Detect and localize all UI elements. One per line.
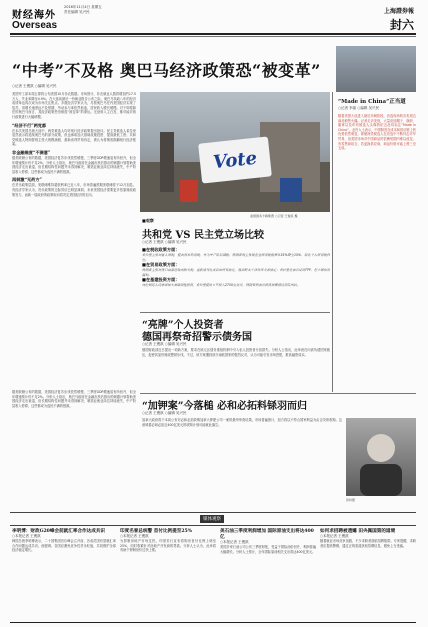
- lead-subhead-2: 非金融维度“不满意”: [12, 149, 51, 155]
- fourth-photo-image: [346, 418, 416, 496]
- bottom-col-3-title: 美石油三季度利润增加 国际原油支出将达400亿: [220, 529, 314, 540]
- third-byline: ○记者 王俊淇 ○编辑 吴兴民: [142, 342, 187, 346]
- lead-paragraph: 美国劳工部本周五即将公布美国10月非农数据。市场预计，非农就业人数将增加约17.5万人，失业率降至4.9%。在大选前最后一份就业报告公布之际，奥巴马执政八年的经济成绩单也再次成为市场关注焦点。多数经济学家认为，尽管奥巴马任内美国经济实现了复苏，但增长速度远不及预期，劳动参与率依然低迷，居民收入增长缓慢。对于即将卸任的奥巴马而言，其经济政策恐怕难逃“被变革”的命运。无论谁入主白宫，都可能对现行政策进行大幅调整。: [12, 92, 136, 119]
- bottom-col-2-title: 印度名誉总统警 首付比例提至25%: [120, 529, 193, 534]
- lead-paragraph-bottom: 据美联储公布的数据，美国经济复苏步伐依然缓慢，三季度GDP增速虽有所回升，但全年增速预计仍不足2%。分析人士指出，奥巴马政府在金融危机后推出的刺激计划帮助美国经济走出衰退，但长期结构性问题并未得到解决，制造业就业岗位持续流失，中产阶层收入停滞，这些都成为选民不满的根源。: [12, 390, 136, 408]
- second-byline: ○记者 王俊淇 ○编辑 吴兴民: [142, 240, 187, 244]
- lead-paragraph-3: 据美联储公布的数据，美国经济复苏步伐依然缓慢，三季度GDP增速虽有所回升，但全年增速预计仍不足2%。分析人士指出，奥巴马政府在金融危机后推出的刺激计划帮助美国经济走出衰退，但长期结构性问题并未得到解决，制造业就业岗位持续流失，中产阶层收入停滞，这些都成为选民不满的根源。: [12, 155, 136, 174]
- second-subhead-2: ■在贸易政策方面：: [142, 262, 180, 268]
- bottom-col-4-byline: ○本报记者 王俊淇: [320, 534, 349, 538]
- vote-sign-text: Vote: [212, 147, 259, 174]
- issue-meta: [64, 5, 102, 15]
- ad-band-label: 媒体观察: [200, 515, 224, 523]
- bottom-col-1-title: 李明博：财政G20峰会前就汇率合作达成共识: [12, 529, 106, 534]
- page-number: 封六: [389, 18, 414, 32]
- section-english: Overseas: [12, 20, 58, 31]
- lead-headline: “中考”不及格 奥巴马经济政策恐“被变革”: [12, 61, 321, 80]
- sidebar-headline: “Made in China”正当道: [338, 99, 406, 105]
- second-subhead-1: ■在税收政策方面：: [142, 247, 180, 252]
- third-headline-2: 德国再祭奇招警示债务国: [142, 332, 252, 343]
- footer-rule: [10, 622, 416, 623]
- second-tag: ■观察: [142, 218, 154, 223]
- sidebar-text: 随着美国大选进入最后冲刺阶段，竞选现场的各类周边商品销售火爆。记者走访发现，大量竞选帽子、旗帜、徽章以及印有候选人头像的纪念品均标注“Made in China”。业内人士表示，中国制造在成本和供应链上的优势依然明显，即便两党候选人在竞选中不断抨击对华贸易，但美国市场对中国商品的依赖短期内难以改变。有零售商坦言，若更换供应商，商品价格可能上涨三至五成。: [338, 114, 416, 151]
- lead-byline: ○记者 王俊淇 ○编辑 吴兴民: [12, 84, 57, 88]
- sidebar-photo: [336, 46, 416, 92]
- bottom-col-3: [220, 528, 316, 620]
- bottom-col-3-byline: ○本报记者 王俊淇: [220, 540, 249, 544]
- issue-editor: 责任编辑 吴兴民: [64, 10, 90, 14]
- fourth-photo-caption: 资料图: [346, 498, 356, 502]
- lead-photo-image: [140, 92, 330, 212]
- section-title: 财经海外: [12, 10, 56, 21]
- lead-paragraph-2: 在本次美国总统大选中，两党候选人均对现行经济政策提出批评。民主党候选人希拉里虽然表示将延续奥巴马的部分政策，但也承诺加大基础设施投资、提高最低工资；共和党候选人特朗普则主张大规模减税、重新谈判贸易协定，被认为将彻底推翻现行经济框架。: [12, 128, 136, 147]
- bottom-col-2-byline: ○本报记者 王俊淇: [120, 534, 149, 538]
- lead-column-1: [12, 92, 136, 382]
- header-rule: [10, 33, 416, 35]
- lead-photo: [140, 92, 330, 212]
- bottom-col-4-title: 如何求招聘被遗孀 田央佩国第的道境: [320, 529, 396, 534]
- bottom-col-2: [120, 528, 216, 620]
- second-text-1: 希拉里主张对富人增税，提高资本利得税，并为中产阶层减税；特朗普则主张将企业所得税税率从35%降至15%，简化个人所得税档位。: [142, 253, 330, 262]
- third-headline-1: “亮牌”个人投资者: [142, 320, 224, 331]
- fourth-photo: [346, 418, 416, 496]
- bottom-col-1: [12, 528, 116, 620]
- fourth-text: 加拿大政府将于本周公布对必和必拓收购加拿大钾肥公司一案的最终审查结果。市场普遍预计，加方将以不符合国家利益为由否决该收购。这意味着必和必拓近400亿美元的收购计划可能就此落空。: [142, 418, 342, 427]
- lead-subhead-1: “经济不行”两党都: [12, 122, 47, 128]
- sidebar-byline: ○记者 李嘉 ○编辑 吴兴民: [338, 106, 379, 110]
- bottom-col-4: [320, 528, 416, 620]
- bottom-col-1-byline: ○本报记者 王俊淇: [12, 534, 41, 538]
- lead-paragraph-4: 在货币政策层面，美联储维持超低利率已近八年，市场普遍预期美联储将于12月加息。有经济学家认为，货币政策的边际效应已明显减弱，未来美国经济需要更多依靠财政政策发力，而新一届政府的政策取向将决定美国经济的走向。: [12, 183, 136, 197]
- second-body: [142, 247, 330, 309]
- publication-name: 上海證券報: [383, 8, 414, 15]
- bottom-col-4-text: 随着就业市场竞争加剧，不少求职者面临招聘陷阱。专家提醒，求职者应提高警惕，通过正规渠道获取招聘信息，避免上当受骗。: [320, 539, 416, 548]
- second-text-2: 特朗普主张对进口商品征收高额关税，重新谈判北美自由贸易协定，退出跨太平洋伙伴关系协定；希拉里也表示反对TPP，但立场相对温和。: [142, 268, 330, 277]
- bottom-col-2-text: 为抑制房地产市场过热，印度央行宣布将购房首付比例上调至25%，同时收紧针对房地产开发商的贷款。分析人士认为，此举将有助于遏制房价过快上涨。: [120, 539, 216, 553]
- bottom-col-3-text: 美国多家石油公司公布三季度财报，受益于国际油价回升，利润普遍大幅增长。分析人士预计，全年国际原油相关支出将达400亿美元。: [220, 545, 316, 554]
- lead-photo-caption: 美国国务卡赖斯费 ○记者 王俊淇 摄: [250, 214, 298, 218]
- fourth-byline: ○记者 王俊淇 ○编辑 吴兴民: [142, 411, 187, 415]
- bottom-col-1-text: 韩国总统李明博表示，二十国集团首尔峰会召开前，各成员国有望就汇率合作问题达成共识。他强调，各国应避免竞争性货币贬值，共同维护全球经济稳定增长。: [12, 539, 116, 553]
- third-rule: [140, 312, 330, 313]
- sidebar-divider: [332, 92, 333, 392]
- second-headline: 共和党 VS 民主党立场比较: [142, 230, 264, 241]
- header-rule-thin: [10, 36, 416, 37]
- second-text-3: 两位候选人均承诺加大基础设施投资，希拉里提出五年投入2750亿美元，特朗普则表示投资规模将达到其两倍。: [142, 283, 300, 288]
- lead-column-bottom: [12, 390, 136, 510]
- third-text: 德国财政部近日提出一项新方案，要求在欧元区债务重组机制中引入私人投资者分担损失。分析人士指出，此举意在向高负债国家施压，促使其加快财政整顿步伐。不过，该方案遭到部分南欧国家的强烈反对，认为可能引发市场恐慌，推高融资成本。: [142, 348, 330, 357]
- ad-band: [10, 512, 416, 526]
- fourth-rule: [140, 393, 416, 394]
- issue-date: 2016年11月4日 星期五: [64, 5, 102, 9]
- fourth-headline: “加钾案”今落槌 必和必拓料铩羽而归: [142, 401, 307, 412]
- second-subhead-3: ■在基建投资方面：: [142, 277, 180, 283]
- lead-subhead-3: 再刺激“无药方”: [12, 177, 42, 183]
